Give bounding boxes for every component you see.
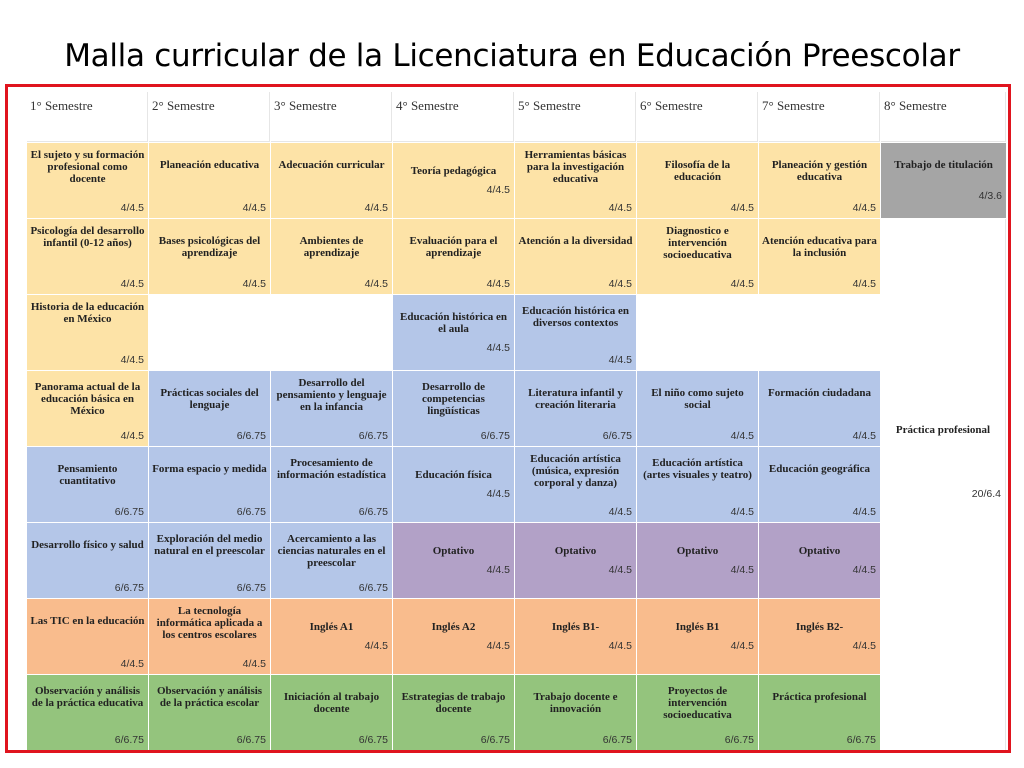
page-title: Malla curricular de la Licenciatura en Educación Preescolar (64, 38, 960, 74)
course-cell (271, 523, 392, 598)
semester-header-6: 6° Semestre (637, 92, 758, 142)
course-credits: 4/4.5 (242, 658, 266, 670)
course-cell (149, 219, 270, 294)
course-cell (637, 675, 758, 750)
course-credits: 4/4.5 (486, 342, 510, 354)
course-cell (271, 599, 392, 674)
course-cell (515, 599, 636, 674)
course-cell (515, 143, 636, 218)
course-name: Educación histórica en el aula (400, 311, 507, 335)
semester-header-8: 8° Semestre (881, 92, 1006, 142)
semester-header-5: 5° Semestre (515, 92, 636, 142)
course-credits: 4/4.5 (608, 564, 632, 576)
course-cell (759, 599, 880, 674)
course-name: Bases psicológicas del aprendizaje (158, 235, 261, 259)
course-name: Inglés B1 (675, 621, 720, 633)
course-credits: 6/6.75 (358, 734, 388, 746)
course-credits: 4/4.5 (486, 278, 510, 290)
course-cell (393, 295, 514, 370)
course-credits: 6/6.75 (236, 582, 266, 594)
course-credits: 4/3.6 (978, 190, 1002, 202)
semester-header-1: 1° Semestre (27, 92, 148, 142)
course-cell (759, 523, 880, 598)
course-cell (881, 219, 1006, 750)
course-credits: 4/4.5 (852, 564, 876, 576)
course-cell (393, 523, 514, 598)
course-name: Práctica profesional (772, 691, 867, 703)
course-name: Prácticas sociales del lenguaje (160, 387, 259, 411)
course-credits: 6/6.75 (358, 430, 388, 442)
course-credits: 6/6.75 (846, 734, 876, 746)
course-cell (637, 523, 758, 598)
course-credits: 4/4.5 (120, 658, 144, 670)
course-name: La tecnología informática aplicada a los centros escolares (156, 605, 263, 641)
course-credits: 6/6.75 (480, 734, 510, 746)
course-cell (149, 143, 270, 218)
course-credits: 4/4.5 (852, 430, 876, 442)
course-credits: 6/6.75 (724, 734, 754, 746)
course-cell (759, 219, 880, 294)
course-name: Acercamiento a las ciencias naturales en el preescolar (277, 533, 386, 569)
course-credits: 4/4.5 (852, 640, 876, 652)
empty-cell (149, 295, 270, 370)
course-credits: 6/6.75 (602, 430, 632, 442)
course-name: Pensamiento cuantitativo (57, 463, 118, 487)
course-name: Exploración del medio natural en el preescolar (154, 533, 265, 557)
course-name: Estrategias de trabajo docente (401, 691, 506, 715)
course-credits: 20/6.4 (971, 488, 1001, 500)
course-name: Diagnostico e intervención socioeducativa (663, 225, 732, 261)
course-name: Desarrollo físico y salud (31, 539, 144, 551)
course-credits: 4/4.5 (364, 640, 388, 652)
course-cell (271, 143, 392, 218)
course-name: Educación histórica en diversos contextos (522, 305, 629, 329)
course-credits: 6/6.75 (358, 582, 388, 594)
course-name: Procesamiento de información estadística (276, 457, 387, 481)
course-name: Planeación educativa (159, 159, 260, 171)
course-name: Herramientas básicas para la investigación educativa (524, 149, 627, 185)
course-credits: 4/4.5 (608, 278, 632, 290)
course-name: Atención educativa para la inclusión (762, 235, 877, 259)
course-cell (637, 371, 758, 446)
course-cell (27, 143, 148, 218)
course-name: Historia de la educación en México (30, 301, 145, 325)
course-credits: 6/6.75 (114, 734, 144, 746)
course-credits: 4/4.5 (730, 430, 754, 442)
empty-cell (271, 295, 392, 370)
course-cell (637, 447, 758, 522)
course-cell (149, 371, 270, 446)
course-name: Inglés A2 (431, 621, 476, 633)
course-cell (27, 447, 148, 522)
course-credits: 4/4.5 (730, 278, 754, 290)
course-credits: 4/4.5 (730, 640, 754, 652)
course-name: Optativo (798, 545, 841, 557)
course-name: Forma espacio y medida (152, 463, 267, 475)
course-cell (149, 599, 270, 674)
course-cell (27, 295, 148, 370)
course-name: Optativo (432, 545, 475, 557)
course-name: Adecuación curricular (278, 159, 385, 171)
course-cell (759, 447, 880, 522)
course-cell (515, 523, 636, 598)
course-cell (27, 371, 148, 446)
semester-header-7: 7° Semestre (759, 92, 880, 142)
course-name: Educación geográfica (768, 463, 871, 475)
course-credits: 4/4.5 (486, 564, 510, 576)
course-name: Observación y análisis de la práctica escolar (156, 685, 263, 709)
course-name: Educación artística (artes visuales y teatro) (643, 457, 752, 481)
course-cell (149, 523, 270, 598)
course-credits: 6/6.75 (358, 506, 388, 518)
course-credits: 4/4.5 (486, 640, 510, 652)
course-credits: 4/4.5 (242, 278, 266, 290)
course-credits: 6/6.75 (114, 582, 144, 594)
course-cell (271, 447, 392, 522)
course-name: Las TIC en la educación (30, 615, 145, 627)
course-cell (759, 143, 880, 218)
course-credits: 4/4.5 (730, 202, 754, 214)
course-name: Panorama actual de la educación básica en México (34, 381, 141, 417)
semester-header-3: 3° Semestre (271, 92, 392, 142)
course-cell (515, 447, 636, 522)
course-credits: 4/4.5 (364, 202, 388, 214)
course-cell (393, 599, 514, 674)
course-name: Optativo (554, 545, 597, 557)
course-name: Psicología del desarrollo infantil (0-12 años) (30, 225, 145, 249)
course-credits: 4/4.5 (120, 430, 144, 442)
course-name: Proyectos de intervención socioeducativa (663, 685, 732, 721)
course-credits: 4/4.5 (852, 506, 876, 518)
course-credits: 4/4.5 (608, 354, 632, 366)
semester-header-4: 4° Semestre (393, 92, 514, 142)
course-credits: 4/4.5 (608, 640, 632, 652)
course-credits: 4/4.5 (486, 488, 510, 500)
course-credits: 4/4.5 (852, 278, 876, 290)
course-name: Ambientes de aprendizaje (299, 235, 364, 259)
course-credits: 6/6.75 (114, 506, 144, 518)
course-name: Filosofía de la educación (664, 159, 731, 183)
course-name: Evaluación para el aprendizaje (409, 235, 498, 259)
course-cell (271, 219, 392, 294)
course-cell (515, 371, 636, 446)
course-credits: 6/6.75 (236, 734, 266, 746)
course-credits: 6/6.75 (236, 430, 266, 442)
course-name: El niño como sujeto social (651, 387, 744, 411)
course-cell (637, 219, 758, 294)
course-credits: 4/4.5 (608, 506, 632, 518)
course-cell (515, 295, 636, 370)
course-credits: 4/4.5 (364, 278, 388, 290)
course-cell (149, 447, 270, 522)
course-cell (27, 219, 148, 294)
course-credits: 4/4.5 (730, 506, 754, 518)
course-credits: 6/6.75 (602, 734, 632, 746)
course-cell (393, 675, 514, 750)
course-credits: 4/4.5 (120, 278, 144, 290)
course-cell (271, 675, 392, 750)
course-cell (393, 447, 514, 522)
course-name: Inglés A1 (309, 621, 354, 633)
course-credits: 4/4.5 (852, 202, 876, 214)
course-cell (759, 371, 880, 446)
course-name: Inglés B1- (551, 621, 600, 633)
course-cell (27, 599, 148, 674)
course-cell (637, 143, 758, 218)
course-name: Formación ciudadana (768, 387, 871, 399)
course-cell (515, 675, 636, 750)
course-name: Teoría pedagógica (410, 165, 497, 177)
course-credits: 4/4.5 (486, 184, 510, 196)
empty-cell (637, 295, 758, 370)
course-name: Optativo (676, 545, 719, 557)
course-cell (393, 143, 514, 218)
course-credits: 4/4.5 (120, 202, 144, 214)
course-credits: 6/6.75 (480, 430, 510, 442)
course-name: Inglés B2- (795, 621, 844, 633)
course-credits: 4/4.5 (120, 354, 144, 366)
semester-header-2: 2° Semestre (149, 92, 270, 142)
curriculum-grid (27, 92, 1001, 746)
course-name: Trabajo docente e innovación (533, 691, 618, 715)
course-cell (393, 219, 514, 294)
course-cell (271, 371, 392, 446)
course-name: Observación y análisis de la práctica educativa (31, 685, 144, 709)
course-cell (637, 599, 758, 674)
course-name: Atención a la diversidad (518, 235, 633, 247)
course-name: Literatura infantil y creación literaria (528, 387, 623, 411)
course-cell (393, 371, 514, 446)
course-name: Trabajo de titulación (894, 159, 993, 171)
course-cell (515, 219, 636, 294)
course-name: Planeación y gestión educativa (771, 159, 868, 183)
course-credits: 6/6.75 (236, 506, 266, 518)
course-cell (149, 675, 270, 750)
course-name: Práctica profesional (895, 423, 991, 436)
course-credits: 4/4.5 (608, 202, 632, 214)
course-cell (27, 675, 148, 750)
course-name: Desarrollo del pensamiento y lenguaje en la infancia (276, 377, 387, 413)
course-credits: 4/4.5 (242, 202, 266, 214)
course-cell (27, 523, 148, 598)
course-name: El sujeto y su formación profesional como docente (30, 149, 145, 185)
course-cell (881, 143, 1006, 218)
course-cell (759, 675, 880, 750)
course-name: Educación física (415, 469, 492, 481)
course-name: Iniciación al trabajo docente (283, 691, 380, 715)
course-name: Educación artística (música, expresión corporal y danza) (530, 453, 621, 489)
empty-cell (759, 295, 880, 370)
course-credits: 4/4.5 (730, 564, 754, 576)
course-name: Desarrollo de competencias lingüísticas (421, 381, 486, 417)
